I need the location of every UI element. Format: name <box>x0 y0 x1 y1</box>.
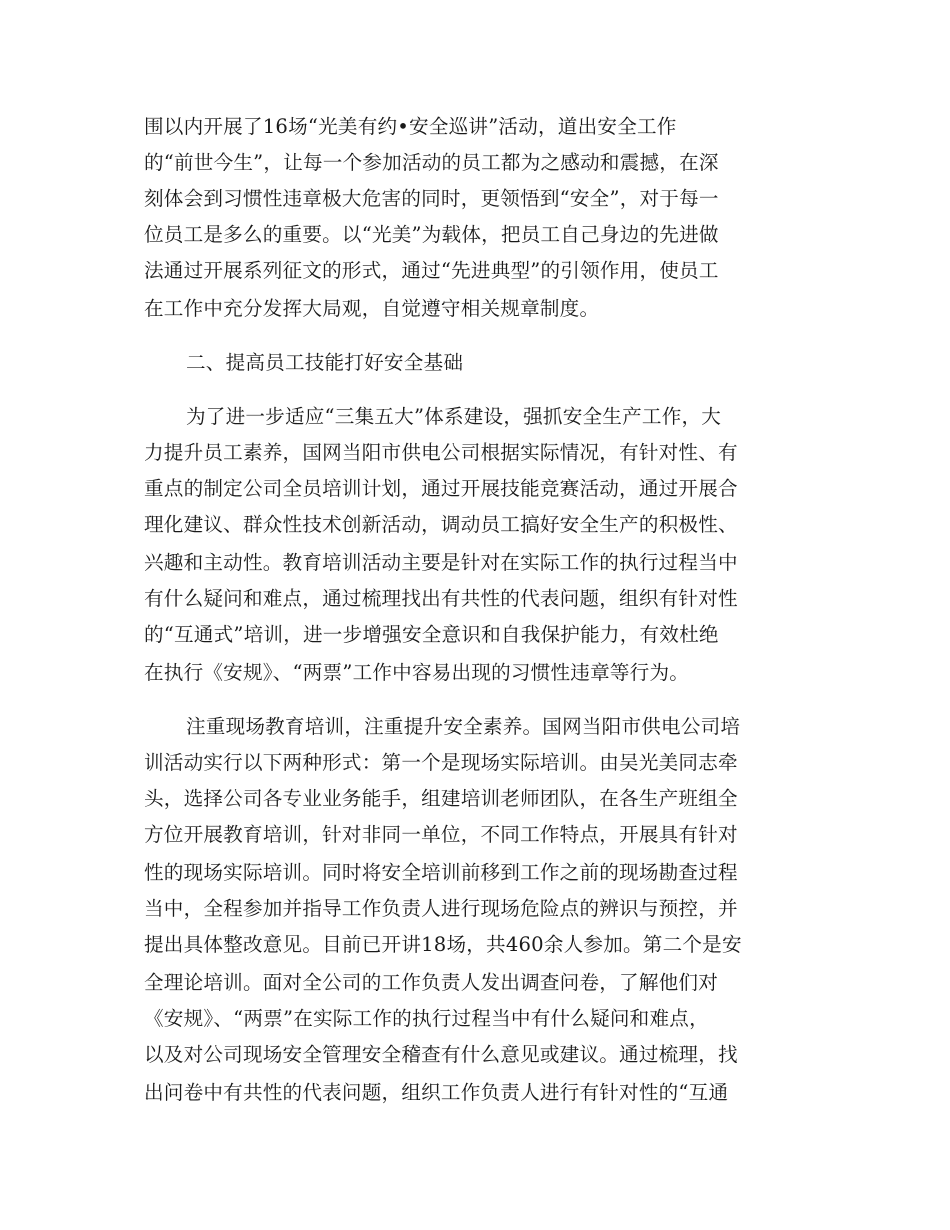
text-line: 以及对公司现场安全管理安全稽查有什么意见或建议。通过梳理，找 <box>144 1043 738 1066</box>
text-line: 力提升员工素养，国网当阳市供电公司根据实际情况，有针对性、有 <box>144 441 738 464</box>
text-line: 出问卷中有共性的代表问题，组织工作负责人进行有针对性的“互通 <box>144 1081 729 1104</box>
text-line: 兴趣和主动性。教育培训活动主要是针对在实际工作的执行过程当中 <box>144 551 738 574</box>
text-line: 理化建议、群众性技术创新活动，调动员工搞好安全生产的积极性、 <box>144 513 738 536</box>
text-line: 当中，全程参加并指导工作负责人进行现场危险点的辨识与预控，并 <box>144 897 738 920</box>
text-line: 提出具体整改意见。目前已开讲18场，共460余人参加。第二个是安 <box>144 933 742 956</box>
text-line: 在执行《安规》、“两票”工作中容易出现的习惯性违章等行为。 <box>144 661 690 684</box>
text-line: 注重现场教育培训，注重提升安全素养。国网当阳市供电公司培 <box>186 715 741 738</box>
text-line: 全理论培训。面对全公司的工作负责人发出调查问卷，了解他们对 <box>144 971 719 994</box>
section-heading: 二、提高员工技能打好安全基础 <box>186 351 464 374</box>
text-line: 《安规》、“两票”在实际工作的执行过程当中有什么疑问和难点， <box>144 1007 709 1030</box>
text-line: 的“前世今生”，让每一个参加活动的员工都为之感动和震撼，在深 <box>144 151 719 174</box>
text-line: 法通过开展系列征文的形式，通过“先进典型”的引领作用，使员工 <box>144 259 719 282</box>
text-line: 围以内开展了16场“光美有约•安全巡讲”活动，道出安全工作 <box>144 115 677 138</box>
text-line: 刻体会到习惯性违章极大危害的同时，更领悟到“安全”，对于每一 <box>144 187 719 210</box>
text-line: 方位开展教育培训，针对非同一单位，不同工作特点，开展具有针对 <box>144 823 738 846</box>
text-line: 训活动实行以下两种形式：第一个是现场实际培训。由吴光美同志牵 <box>144 751 738 774</box>
text-line: 的“互通式”培训，进一步增强安全意识和自我保护能力，有效杜绝 <box>144 623 719 646</box>
text-line: 性的现场实际培训。同时将安全培训前移到工作之前的现场勘查过程 <box>144 861 738 884</box>
text-line: 在工作中充分发挥大局观，自觉遵守相关规章制度。 <box>144 297 600 320</box>
text-line: 重点的制定公司全员培训计划，通过开展技能竞赛活动，通过开展合 <box>144 477 738 500</box>
text-line: 为了进一步适应“三集五大”体系建设，强抓安全生产工作，大 <box>186 405 722 428</box>
text-line: 头，选择公司各专业业务能手，组建培训老师团队，在各生产班组全 <box>144 787 738 810</box>
text-line: 有什么疑问和难点，通过梳理找出有共性的代表问题，组织有针对性 <box>144 587 738 610</box>
text-line: 位员工是多么的重要。以“光美”为载体，把员工自己身边的先进做 <box>144 223 719 246</box>
